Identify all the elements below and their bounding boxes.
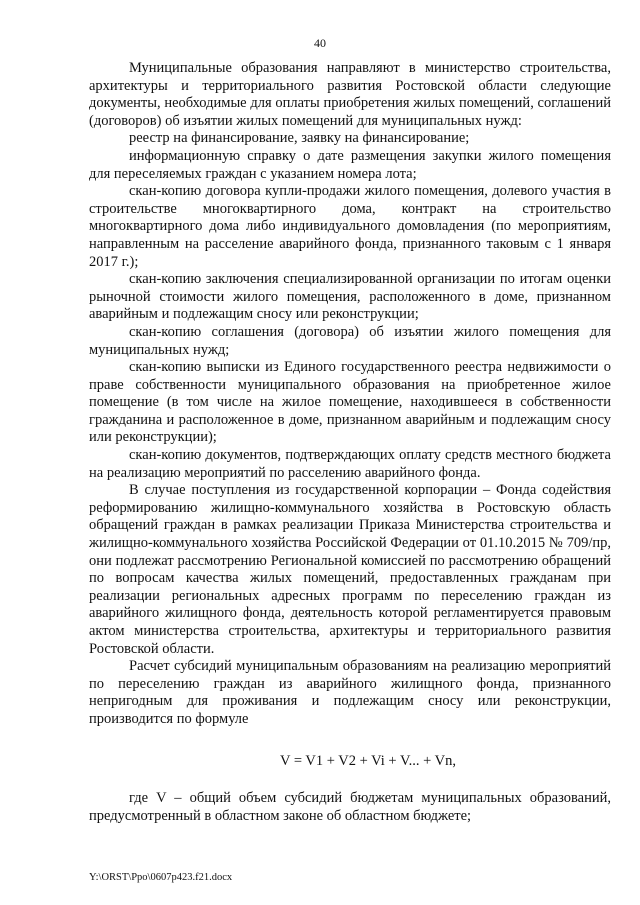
list-item-registry: реестр на финансирование, заявку на финансирование; (129, 130, 470, 147)
formula: V = V1 + V2 + Vi + V... + Vn, (280, 752, 456, 769)
paragraph-definition: где V – общий объем субсидий бюджетам муниципальных образований, предусмотренный в областном законе об областном бюджете; (89, 790, 611, 824)
list-item-payment-documents: скан-копию документов, подтверждающих оплату средств местного бюджета на реализацию мероприятий по расселению аварийного фонда. (89, 447, 611, 481)
paragraph-fund-appeals: В случае поступления из государственной корпорации – Фонда содействия реформированию жилищно-коммунального хозяйства в Ростовскую область обращений граждан в рамках реализации Приказа Министерства строительства и жилищно-коммунального хозяйства Российской Федерации от 01.10.2015 № 709/пр, они подлежат рассмотрению Региональной комиссией по рассмотрению обращений по вопросам качества жилых помещений, предоставленных гражданам при реализации региональных адресных программ по переселению граждан из аварийного жилищного фонда, деятельность которой регламентируется правовым актом министерства строительства, архитектуры и территориального развития Ростовской области. (89, 482, 611, 657)
footer-file-path: Y:\ORST\Ppo\0607p423.f21.docx (89, 872, 233, 883)
list-item-purchase-contract: скан-копию договора купли-продажи жилого помещения, долевого участия в строительстве многоквартирного дома, контракт на строительство многоквартирного дома либо индивидуального домовладения (по мероприятиям, направленным на расселение аварийного фонда, признанного таковым с 1 января 2017 г.); (89, 183, 611, 270)
paragraph-subsidy-calculation: Расчет субсидий муниципальным образованиям на реализацию мероприятий по переселению граждан из аварийного жилищного фонда, признанного непригодным для проживания и подлежащим сносу или реконструкции, производится по формуле (89, 658, 611, 727)
list-item-info-certificate: информационную справку о дате размещения закупки жилого помещения для переселяемых граждан с указанием номера лота; (89, 147, 611, 182)
list-item-seizure-agreement: скан-копию соглашения (договора) об изъятии жилого помещения для муниципальных нужд; (89, 323, 611, 358)
list-item-registry-extract: скан-копию выписки из Единого государственного реестра недвижимости о праве собственности муниципального образования на приобретенное жилое помещение (в том числе на жилое помещение, находившееся в собственности гражданина и расположенное в доме, признанном аварийным и подлежащим сносу или реконструкции); (89, 359, 611, 446)
document-body (89, 60, 611, 825)
paragraph-intro: Муниципальные образования направляют в министерство строительства, архитектуры и территориального развития Ростовской области следующие документы, необходимые для оплаты приобретения жилых помещений, соглашений (договоров) об изъятии жилых помещений для муниципальных нужд: (89, 60, 611, 129)
list-item-valuation-report: скан-копию заключения специализированной организации по итогам оценки рыночной стоимости жилого помещения, расположенного в доме, признанном аварийным и подлежащим сносу или реконструкции; (89, 271, 611, 323)
page-number: 40 (314, 36, 326, 50)
